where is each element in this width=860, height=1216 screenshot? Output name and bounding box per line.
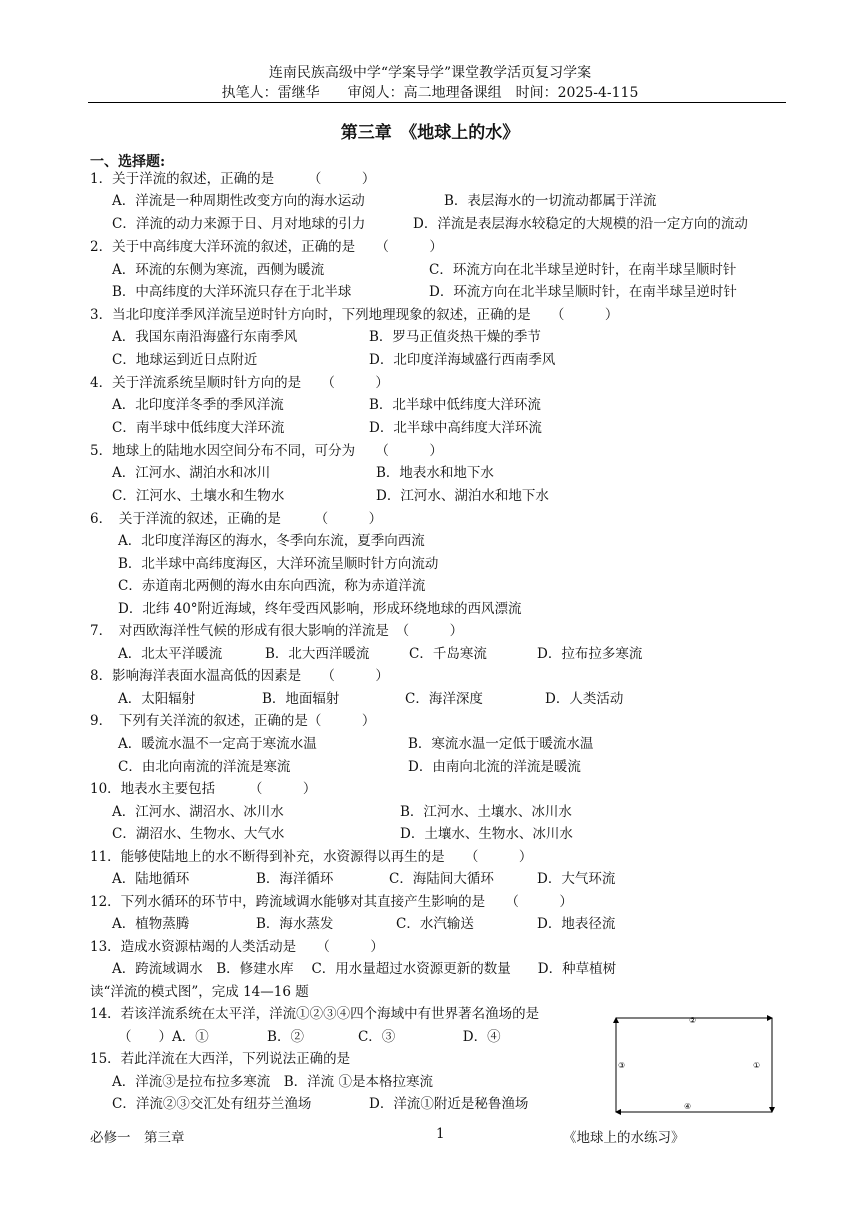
question-stem: 12．下列水循环的环节中，跨流域调水能够对其直接产生影响的是 （ ） bbox=[90, 894, 573, 910]
option: C．环流方向在北半球呈逆时针，在南半球呈顺时针 bbox=[429, 262, 737, 278]
question-stem: 9． 下列有关洋流的叙述，正确的是（ ） bbox=[90, 713, 376, 729]
current-label-3: ③ bbox=[618, 1061, 626, 1070]
option: D．北印度洋海域盛行西南季风 bbox=[369, 352, 556, 368]
question-stem: 2．关于中高纬度大洋环流的叙述，正确的是 （ ） bbox=[90, 239, 443, 255]
header-rule bbox=[88, 102, 786, 103]
ocean-current-diagram bbox=[608, 1010, 780, 1120]
current-label-4: ④ bbox=[684, 1102, 692, 1111]
footer-left: 必修一 第三章 bbox=[90, 1130, 185, 1146]
question-stem: 10．地表水主要包括 （ ） bbox=[90, 781, 317, 797]
option: C．地球运到近日点附近 bbox=[112, 352, 258, 368]
option: A．陆地循环 bbox=[112, 871, 190, 887]
current-label-1: ① bbox=[753, 1061, 761, 1070]
option: A．北太平洋暖流 bbox=[118, 646, 223, 662]
option: B．北半球中高纬度海区，大洋环流呈顺时针方向流动 bbox=[118, 556, 439, 572]
option: C．南半球中低纬度大洋环流 bbox=[112, 420, 285, 436]
option: A．江河水、湖沼水、冰川水 bbox=[112, 804, 284, 820]
option: C．赤道南北两侧的海水由东向西流，称为赤道洋流 bbox=[118, 578, 426, 594]
option: B．寒流水温一定低于暖流水温 bbox=[408, 736, 594, 752]
option: D．土壤水、生物水、冰川水 bbox=[400, 826, 573, 842]
question-stem: 15．若此洋流在大西洋，下列说法正确的是 bbox=[90, 1051, 351, 1067]
chapter-title: 第三章 《地球上的水》 bbox=[340, 123, 520, 143]
option: C．湖沼水、生物水、大气水 bbox=[112, 826, 285, 842]
option: D．由南向北流的洋流是暖流 bbox=[408, 759, 581, 775]
option: C．水汽输送 bbox=[396, 916, 474, 932]
question-stem: 11．能够使陆地上的水不断得到补充，水资源得以再生的是 （ ） bbox=[90, 849, 533, 865]
option: B．海水蒸发 bbox=[256, 916, 334, 932]
author-line: 执笔人：雷继华 审阅人：高二地理备课组 时间：2025-4-115 bbox=[221, 85, 639, 101]
option: A．洋流是一种周期性改变方向的海水运动 bbox=[112, 193, 365, 209]
option: D．人类活动 bbox=[545, 691, 624, 707]
page-number: 1 bbox=[436, 1126, 445, 1142]
option: C．海陆间大循环 bbox=[389, 871, 494, 887]
option: A．环流的东侧为寒流，西侧为暖流 bbox=[112, 262, 325, 278]
question-stem: 8．影响海洋表面水温高低的因素是 （ ） bbox=[90, 668, 389, 684]
option: B．北半球中低纬度大洋环流 bbox=[369, 397, 541, 413]
question-stem: 13．造成水资源枯竭的人类活动是 （ ） bbox=[90, 939, 384, 955]
option: C．洋流的动力来源于日、月对地球的引力 bbox=[112, 216, 366, 232]
option: A．植物蒸腾 bbox=[112, 916, 190, 932]
option: A．太阳辐射 bbox=[118, 691, 196, 707]
current-label-2: ② bbox=[689, 1016, 697, 1025]
school-header: 连南民族高级中学“学案导学”课堂教学活页复习学案 bbox=[268, 65, 592, 81]
question-stem: 3．当北印度洋季风洋流呈逆时针方向时，下列地理现象的叙述，正确的是 （ ） bbox=[90, 307, 619, 323]
option: C．千岛寒流 bbox=[409, 646, 487, 662]
option: A．江河水、湖泊水和冰川 bbox=[112, 465, 271, 481]
option: B．表层海水的一切流动都属于洋流 bbox=[444, 193, 657, 209]
option: B．中高纬度的大洋环流只存在于北半球 bbox=[112, 284, 352, 300]
option: A．暖流水温不一定高于寒流水温 bbox=[118, 736, 317, 752]
option: B．地表水和地下水 bbox=[376, 465, 494, 481]
option: D．洋流①附近是秘鲁渔场 bbox=[369, 1096, 529, 1112]
option: C．由北向南流的洋流是寒流 bbox=[118, 759, 291, 775]
option: D．洋流是表层海水较稳定的大规模的沿一定方向的流动 bbox=[413, 216, 748, 232]
option: D．大气环流 bbox=[537, 871, 616, 887]
option: D．江河水、湖泊水和地下水 bbox=[376, 488, 549, 504]
footer-right: 《地球上的水练习》 bbox=[563, 1130, 685, 1146]
question-stem: 7． 对西欧海洋性气候的形成有很大影响的洋流是 （ ） bbox=[90, 623, 464, 639]
question-stem: 1．关于洋流的叙述，正确的是 （ ） bbox=[90, 171, 376, 187]
option: C．洋流②③交汇处有纽芬兰渔场 bbox=[112, 1096, 312, 1112]
option: D．拉布拉多寒流 bbox=[537, 646, 643, 662]
option: A．北印度洋冬季的季风洋流 bbox=[112, 397, 284, 413]
option: C．海洋深度 bbox=[405, 691, 483, 707]
option: D．北半球中高纬度大洋环流 bbox=[369, 420, 542, 436]
option: （ ）A．① B．② C．③ D．④ bbox=[118, 1029, 501, 1045]
question-stem: 4．关于洋流系统呈顺时针方向的是 （ ） bbox=[90, 375, 389, 391]
option: D．北纬 40°附近海域，终年受西风影响，形成环绕地球的西风漂流 bbox=[118, 601, 522, 617]
option: A．跨流域调水 B．修建水库 C．用水量超过水资源更新的数量 D．种草植树 bbox=[112, 961, 617, 977]
section-heading: 一、选择题: bbox=[90, 154, 166, 170]
option: B．海洋循环 bbox=[256, 871, 334, 887]
question-stem: 14．若该洋流系统在太平洋，洋流①②③④四个海域中有世界著名渔场的是 bbox=[90, 1006, 540, 1022]
option: C．江河水、土壤水和生物水 bbox=[112, 488, 285, 504]
option: B．罗马正值炎热干燥的季节 bbox=[369, 329, 541, 345]
option: A．洋流③是拉布拉多寒流 B．洋流 ①是本格拉寒流 bbox=[112, 1074, 433, 1090]
option: A．北印度洋海区的海水，冬季向东流，夏季向西流 bbox=[118, 533, 425, 549]
reading-prompt: 读“洋流的模式图”，完成 14—16 题 bbox=[90, 984, 309, 1000]
option: A．我国东南沿海盛行东南季风 bbox=[112, 329, 298, 345]
option: B．地面辐射 bbox=[262, 691, 340, 707]
option: B．江河水、土壤水、冰川水 bbox=[400, 804, 572, 820]
option: D．环流方向在北半球呈顺时针，在南半球呈逆时针 bbox=[429, 284, 737, 300]
option: B．北大西洋暖流 bbox=[265, 646, 370, 662]
question-stem: 6． 关于洋流的叙述，正确的是 （ ） bbox=[90, 511, 383, 527]
option: D．地表径流 bbox=[537, 916, 616, 932]
question-stem: 5．地球上的陆地水因空间分布不同，可分为 （ ） bbox=[90, 443, 443, 459]
